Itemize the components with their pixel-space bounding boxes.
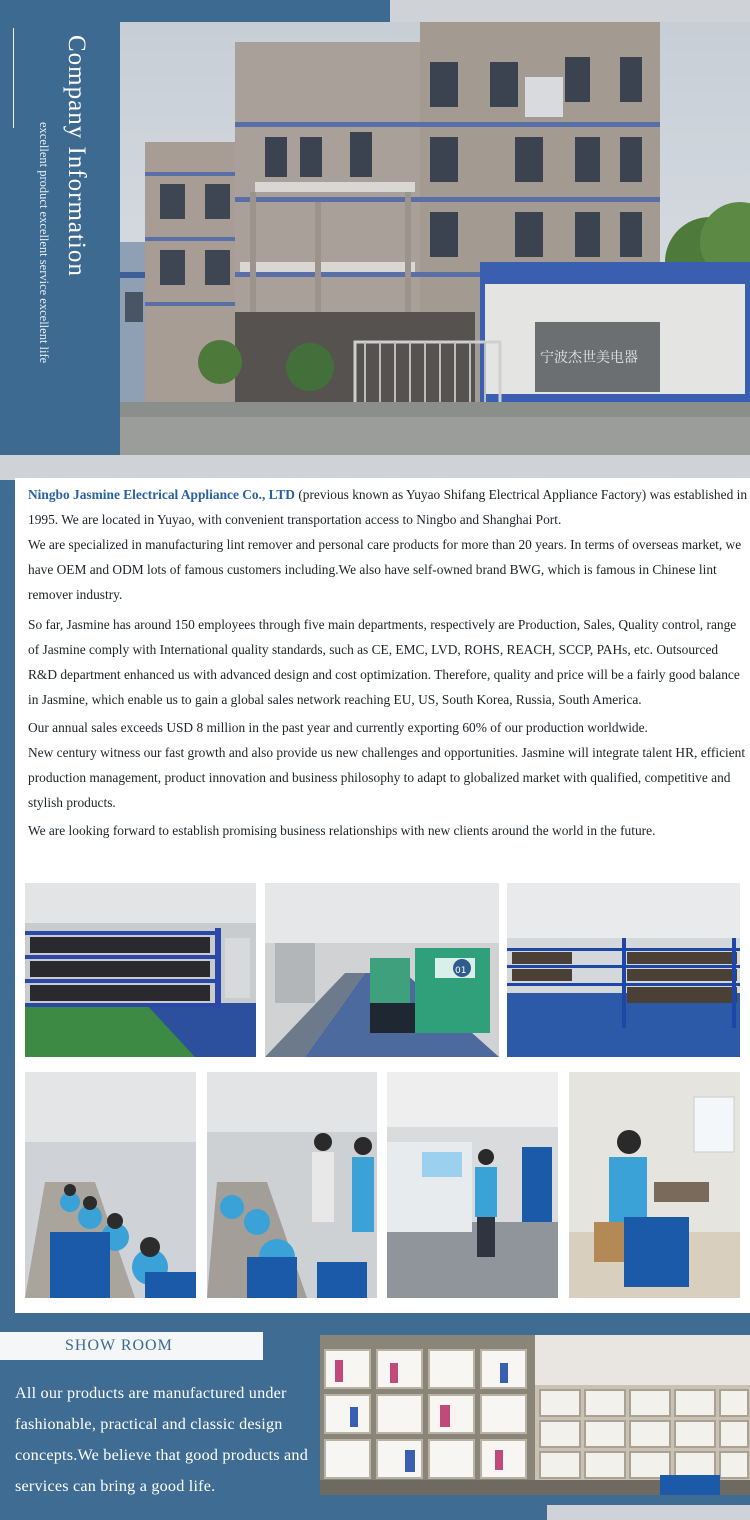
decorative-line	[13, 28, 14, 128]
about-paragraph-2: We are specialized in manufacturing lint remover and personal care products for more than 20 years. In terms of overseas market, we have OEM and ODM lots of famous customers including.We also have self-owned brand BWG, which is famous in Chinese lint remover industry.	[28, 537, 742, 602]
hero-bottom-band	[0, 455, 750, 480]
about-paragraph-6: We are looking forward to establish promising business relationships with new clients around the world in the future.	[28, 823, 656, 838]
about-paragraph-5: New century witness our fast growth and also provide us new challenges and opportunities. Jasmine will integrate talent HR, efficient production management, product innovation and business philosophy to adapt to globalized market with qualified, competitive and stylish products.	[28, 745, 746, 810]
quality-inspection-photo	[569, 1072, 740, 1298]
showroom-text: All our products are manufactured under fashionable, practical and classic design concepts.We believe that good products and services can bring a good life.	[15, 1384, 308, 1495]
company-name: Ningbo Jasmine Electrical Appliance Co., LTD	[28, 487, 295, 502]
machine-number-label: 01	[455, 966, 467, 976]
about-text	[28, 482, 748, 843]
page-title: Company Information	[63, 35, 90, 277]
about-paragraph-4: Our annual sales exceeds USD 8 million in the past year and currently exporting 60% of our production worldwide.	[28, 720, 648, 735]
molding-machine-operator-photo	[387, 1072, 558, 1298]
showroom-label: SHOW ROOM	[65, 1337, 173, 1354]
factory-building-photo	[120, 22, 750, 455]
storage-racks-photo	[507, 883, 740, 1057]
factory-sign: 宁波杰世美电器	[540, 350, 638, 366]
about-paragraph-1: Ningbo Jasmine Electrical Appliance Co., LTD (previous known as Yuyao Shifang Electrical Appliance Factory) was established in 1995. We are located in Yuyao, with convenient transportation access to Ningbo and Shanghai Port.	[28, 487, 748, 527]
footer-accent-strip	[547, 1505, 750, 1520]
hero-section	[0, 0, 750, 480]
page-subtitle: excellent product excellent service excellent life	[37, 122, 51, 364]
showroom-photo	[320, 1335, 750, 1495]
hero-title-panel	[0, 0, 120, 455]
assembly-line-photo	[25, 1072, 196, 1298]
injection-molding-workshop-photo	[265, 883, 499, 1057]
about-paragraph-3: So far, Jasmine has around 150 employees through five main departments, respectively are Production, Sales, Quality control, range of Jasmine comply with International quality standards, such as CE, EMC, LVD, ROHS, REACH, SCCP, PAHs, etc. Outsourced R&D department enhanced us with advanced design and cost optimization. Therefore, quality and price will be a fairly good balance in Jasmine, which enable us to gain a global sales network reaching EU, US, South Korea, Russia, South America.	[28, 617, 740, 707]
assembly-line-supervisor-photo	[207, 1072, 377, 1298]
warehouse-shelves-photo	[25, 883, 256, 1057]
